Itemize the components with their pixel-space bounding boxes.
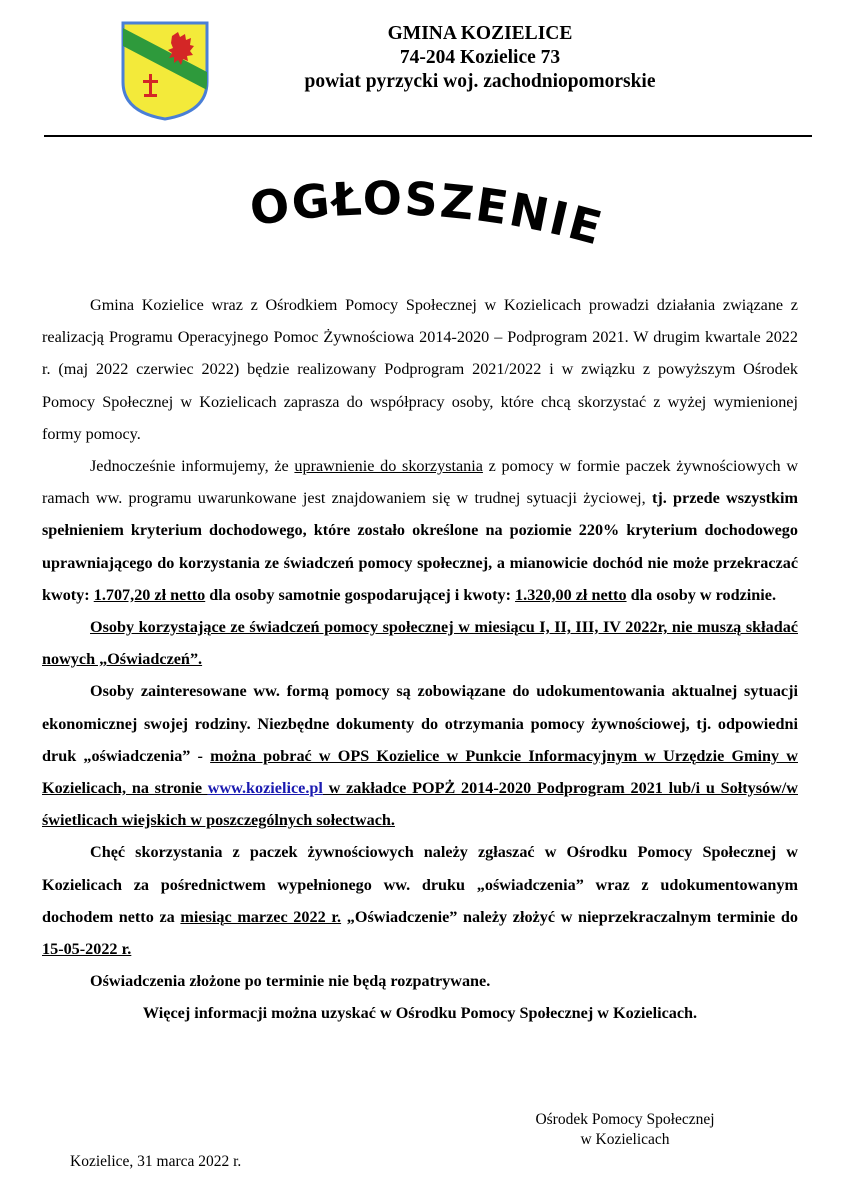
- eligibility-text-2: z pomocy w formie paczek żywnościowych w ramach ww. programu uwarunkowane jest znajdowaniem się w trudnej sytuacji życiowej,: [42, 457, 799, 508]
- eligibility-underlined: uprawnienie do skorzystania: [294, 457, 483, 476]
- signature-block: [520, 1110, 730, 1150]
- header-municipality: GMINA KOZIELICE: [387, 23, 573, 44]
- header-postal-address: 74-204 Kozielice 73: [399, 47, 561, 68]
- coat-of-arms-logo: [120, 20, 210, 122]
- announcement-body: [42, 289, 798, 1030]
- deadline-date: 15-05-2022 r.: [42, 940, 132, 959]
- website-link[interactable]: www.kozielice.pl: [207, 779, 323, 798]
- header-address: [270, 22, 690, 94]
- paragraph-program-intro: Gmina Kozielice wraz z Ośrodkiem Pomocy Społecznej w Kozielicach prowadzi działania związane z realizacją Programu Operacyjnego Pomoc Żywnościowa 2014-2020 – Podprogram 2021. W drugim kwartale 2022 r. (maj 2022 czerwiec 2022) będzie realizowany Podprogram 2021/2022 i w związku z powyższym Ośrodek Pomocy Społecznej w Kozielicach zaprasza do współpracy osoby, które chcą skorzystać z wyżej wymienionej formy pomocy.: [42, 296, 798, 443]
- paragraph-late-submissions: Oświadczenia złożone po terminie nie będą rozpatrywane.: [90, 972, 491, 991]
- title-text: OGŁOSZENIE: [246, 171, 610, 256]
- deadline-text-2: „Oświadczenie” należy złożyć w nieprzekraczalnym terminie do: [341, 907, 798, 926]
- eligibility-criteria-3: dla osoby w rodzinie.: [626, 585, 777, 604]
- signature-line-1: Ośrodek Pomocy Społecznej: [535, 1111, 715, 1128]
- header-district: powiat pyrzycki woj. zachodniopomorskie: [304, 71, 656, 92]
- eligibility-criteria: tj. przede wszystkim spełnieniem kryterium dochodowego, które zostało określone na poziomie 220% kryterium dochodowego uprawniającego do korzystania ze świadczeń pomocy społecznej, a mianowicie dochód nie może przekraczać kwoty:: [42, 489, 798, 604]
- income-month: miesiąc marzec 2022 r.: [180, 907, 342, 926]
- paragraph-deadline: [42, 836, 798, 965]
- documents-download-info-2: w zakładce POPŻ 2014-2020 Podprogram 2021 lub/i u Sołtysów/w świetlicach wiejskich w poszczególnych sołectwach.: [42, 779, 798, 830]
- documents-download-info: można pobrać w OPS Kozielice w Punkcie Informacyjnym w Urzędzie Gminy w Kozielicach, na stronie: [42, 746, 798, 798]
- paragraph-more-info: Więcej informacji można uzyskać w Ośrodku Pomocy Społecznej w Kozielicach.: [142, 1004, 698, 1023]
- place-and-date: Kozielice, 31 marca 2022 r.: [70, 1153, 242, 1170]
- income-limit-family: 1.320,00 zł netto: [515, 585, 627, 604]
- paragraph-documents: [42, 675, 798, 836]
- eligibility-text-1: Jednocześnie informujemy, że: [90, 457, 295, 476]
- paragraph-eligibility: [42, 450, 798, 611]
- eligibility-criteria-2: dla osoby samotnie gospodarującej i kwoty:: [205, 585, 516, 604]
- income-limit-single: 1.707,20 zł netto: [93, 585, 206, 604]
- svg-text:OGŁOSZENIE: [246, 171, 609, 255]
- signature-line-2: w Kozielicach: [580, 1131, 670, 1148]
- paragraph-existing-beneficiaries: Osoby korzystające ze świadczeń pomocy społecznej w miesiącu I, II, III, IV 2022r, nie muszą składać nowych „Oświadczeń”.: [42, 618, 798, 669]
- page-title: [200, 160, 650, 270]
- deadline-text-1: Chęć skorzystania z paczek żywnościowych należy zgłaszać w Ośrodku Pomocy Społecznej w Kozielicach za pośrednictwem wypełnionego ww. druku „oświadczenia” wraz z udokumentowanym dochodem netto za: [42, 843, 798, 926]
- header-divider: [44, 135, 812, 137]
- documents-text-1: Osoby zainteresowane ww. formą pomocy są zobowiązane do udokumentowania aktualnej sytuacji ekonomicznej swojej rodziny. Niezbędne dokumenty do otrzymania pomocy żywnościowej, tj. odpowiedni druk „oświadczenia” -: [42, 682, 798, 765]
